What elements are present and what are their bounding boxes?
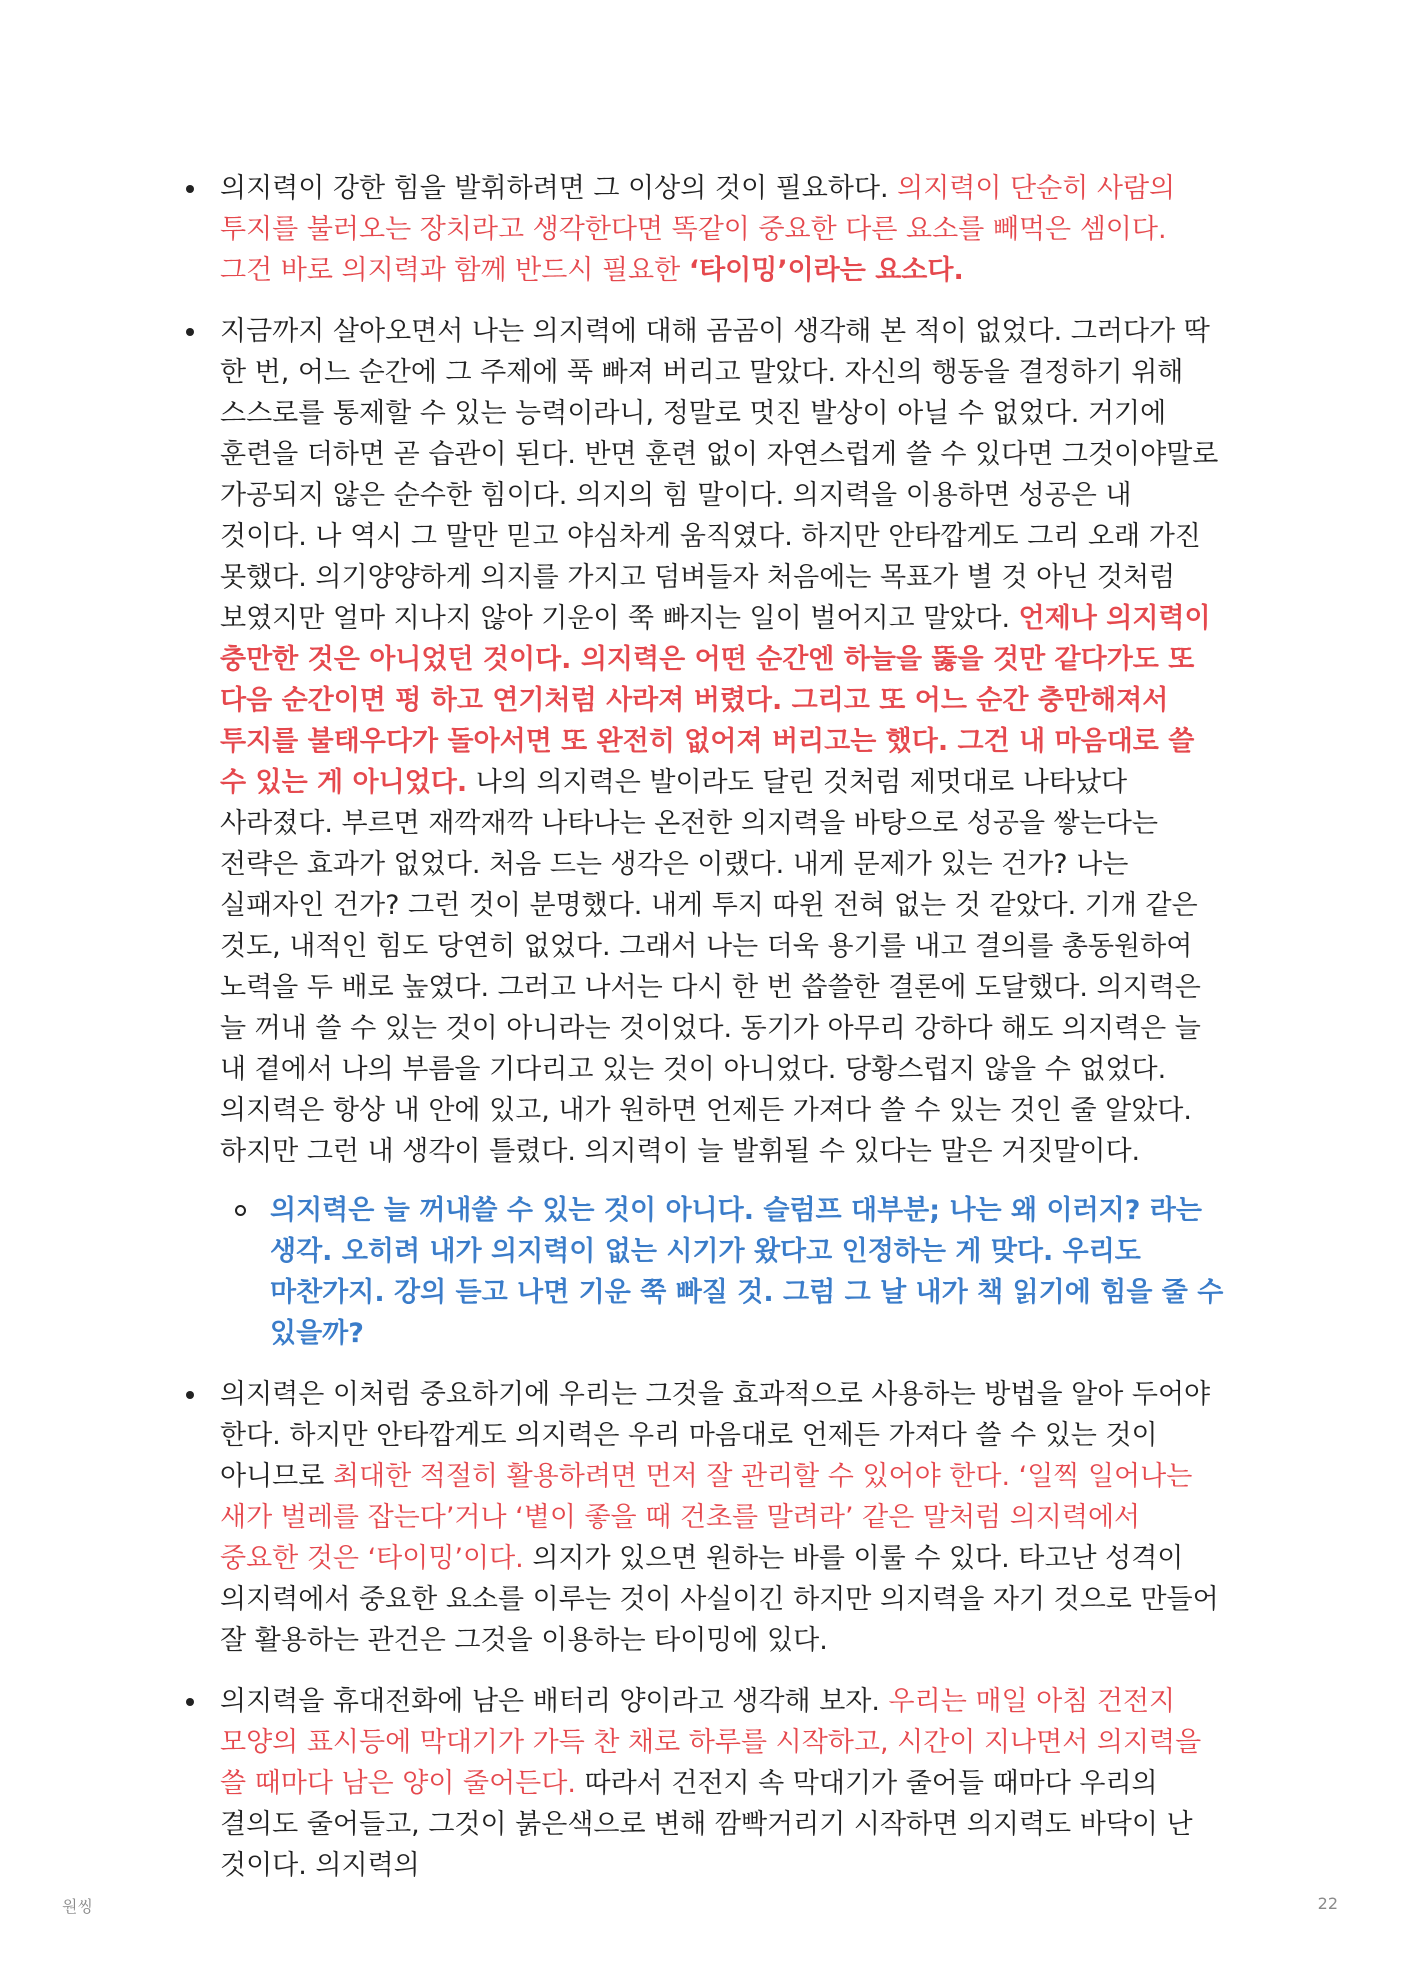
highlight-red-segment: 최대한 적절히 활용하려면 먼저 잘 관리할 수 있어야 한다. ‘일찍 일어나는 새가 벌레를 잡는다’거나 ‘볕이 좋을 때 건초를 말려라’ 같은 말처럼 의지력에서 중요한 것은 ‘타이밍’이다. bbox=[220, 1461, 1193, 1574]
sub-bullet-note: 의지력은 늘 꺼내쓸 수 있는 것이 아니다. 슬럼프 대부분; 나는 왜 이러지? 라는 생각. 오히려 내가 의지력이 없는 시기가 왔다고 인정하는 게 맞다. 우리도 마찬가지. 강의 듣고 나면 기운 쭉 빠질 것. 그럼 그 날 내가 책 읽기에 힘을 줄 수 있을까? bbox=[270, 1190, 1230, 1354]
text-segment: 의지력이 강한 힘을 발휘하려면 그 이상의 것이 필요하다. bbox=[220, 173, 898, 204]
bullet-item-3 bbox=[220, 1374, 1226, 1661]
page-content bbox=[0, 168, 1404, 1906]
highlight-red-bold-segment: ‘타이밍’이라는 요소다. bbox=[688, 255, 964, 286]
highlight-red-segment: 의지력이 단순히 사람의 투지를 불러오는 장치라고 생각한다면 똑같이 중요한 다른 요소를 빼먹은 셈이다. 그건 바로 의지력과 함께 반드시 필요한 bbox=[220, 173, 1176, 286]
bullet-item-1 bbox=[220, 168, 1226, 291]
highlight-red-bold-segment: 언제나 의지력이 충만한 것은 아니었던 것이다. 의지력은 어떤 순간엔 하늘을 뚫을 것만 같다가도 또 다음 순간이면 펑 하고 연기처럼 사라져 버렸다. 그리고 또 어느 순간 충만해져서 투지를 불태우다가 돌아서면 또 완전히 없어져 버리고는 했다. 그건 내 마음대로 쓸 수 있는 게 아니었다. bbox=[220, 603, 1211, 798]
bullet-item-2 bbox=[220, 311, 1226, 1172]
highlight-red-segment: 우리는 매일 아침 건전지 모양의 표시등에 막대기가 가득 찬 채로 하루를 시작하고, 시간이 지나면서 의지력을 쓸 때마다 남은 양이 줄어든다. bbox=[220, 1686, 1202, 1799]
text-segment: 의지력은 이처럼 중요하기에 우리는 그것을 효과적으로 사용하는 방법을 알아 두어야 한다. 하지만 안타깝게도 의지력은 우리 마음대로 언제든 가져다 쓸 수 있는 것이 아니므로 bbox=[220, 1379, 1211, 1492]
text-segment: 따라서 건전지 속 막대기가 줄어들 때마다 우리의 결의도 줄어들고, 그것이 붉은색으로 변해 깜빡거리기 시작하면 의지력도 바닥이 난 것이다. 의지력의 bbox=[220, 1768, 1193, 1881]
bullet-item-4 bbox=[220, 1681, 1226, 1886]
footer-book-title: 원씽 bbox=[62, 1897, 93, 1916]
text-segment: 나의 의지력은 발이라도 달린 것처럼 제멋대로 나타났다 사라졌다. 부르면 재깍재깍 나타나는 온전한 의지력을 바탕으로 성공을 쌓는다는 전략은 효과가 없었다. 처음 드는 생각은 이랬다. 내게 문제가 있는 건가? 나는 실패자인 건가? 그런 것이 분명했다. 내게 투지 따윈 전혀 없는 것 같았다. 기개 같은 것도, 내적인 힘도 당연히 없었다. 그래서 나는 더욱 용기를 내고 결의를 총동원하여 노력을 두 배로 높였다. 그러고 나서는 다시 한 번 씁쓸한 결론에 도달했다. 의지력은 늘 꺼내 쓸 수 있는 것이 아니라는 것이었다. 동기가 아무리 강하다 해도 의지력은 늘 내 곁에서 나의 부름을 기다리고 있는 것이 아니었다. 당황스럽지 않을 수 없었다. 의지력은 항상 내 안에 있고, 내가 원하면 언제든 가져다 쓸 수 있는 것인 줄 알았다. 하지만 그런 내 생각이 틀렸다. 의지력이 늘 발휘될 수 있다는 말은 거짓말이다. bbox=[220, 767, 1201, 1167]
text-segment: 의지가 있으면 원하는 바를 이룰 수 있다. 타고난 성격이 의지력에서 중요한 요소를 이루는 것이 사실이긴 하지만 의지력을 자기 것으로 만들어 잘 활용하는 관건은 그것을 이용하는 타이밍에 있다. bbox=[220, 1543, 1219, 1656]
text-segment: 지금까지 살아오면서 나는 의지력에 대해 곰곰이 생각해 본 적이 없었다. 그러다가 딱 한 번, 어느 순간에 그 주제에 푹 빠져 버리고 말았다. 자신의 행동을 결정하기 위해 스스로를 통제할 수 있는 능력이라니, 정말로 멋진 발상이 아닐 수 없었다. 거기에 훈련을 더하면 곧 습관이 된다. 반면 훈련 없이 자연스럽게 쓸 수 있다면 그것이야말로 가공되지 않은 순수한 힘이다. 의지의 힘 말이다. 의지력을 이용하면 성공은 내 것이다. 나 역시 그 말만 믿고 야심차게 움직였다. 하지만 안타깝게도 그리 오래 가진 못했다. 의기양양하게 의지를 가지고 덤벼들자 처음에는 목표가 별 것 아닌 것처럼 보였지만 얼마 지나지 않아 기운이 쭉 빠지는 일이 벌어지고 말았다. bbox=[220, 316, 1219, 634]
footer-page-number: 22 bbox=[1317, 1894, 1338, 1913]
text-segment: 의지력을 휴대전화에 남은 배터리 양이라고 생각해 보자. bbox=[220, 1686, 889, 1717]
